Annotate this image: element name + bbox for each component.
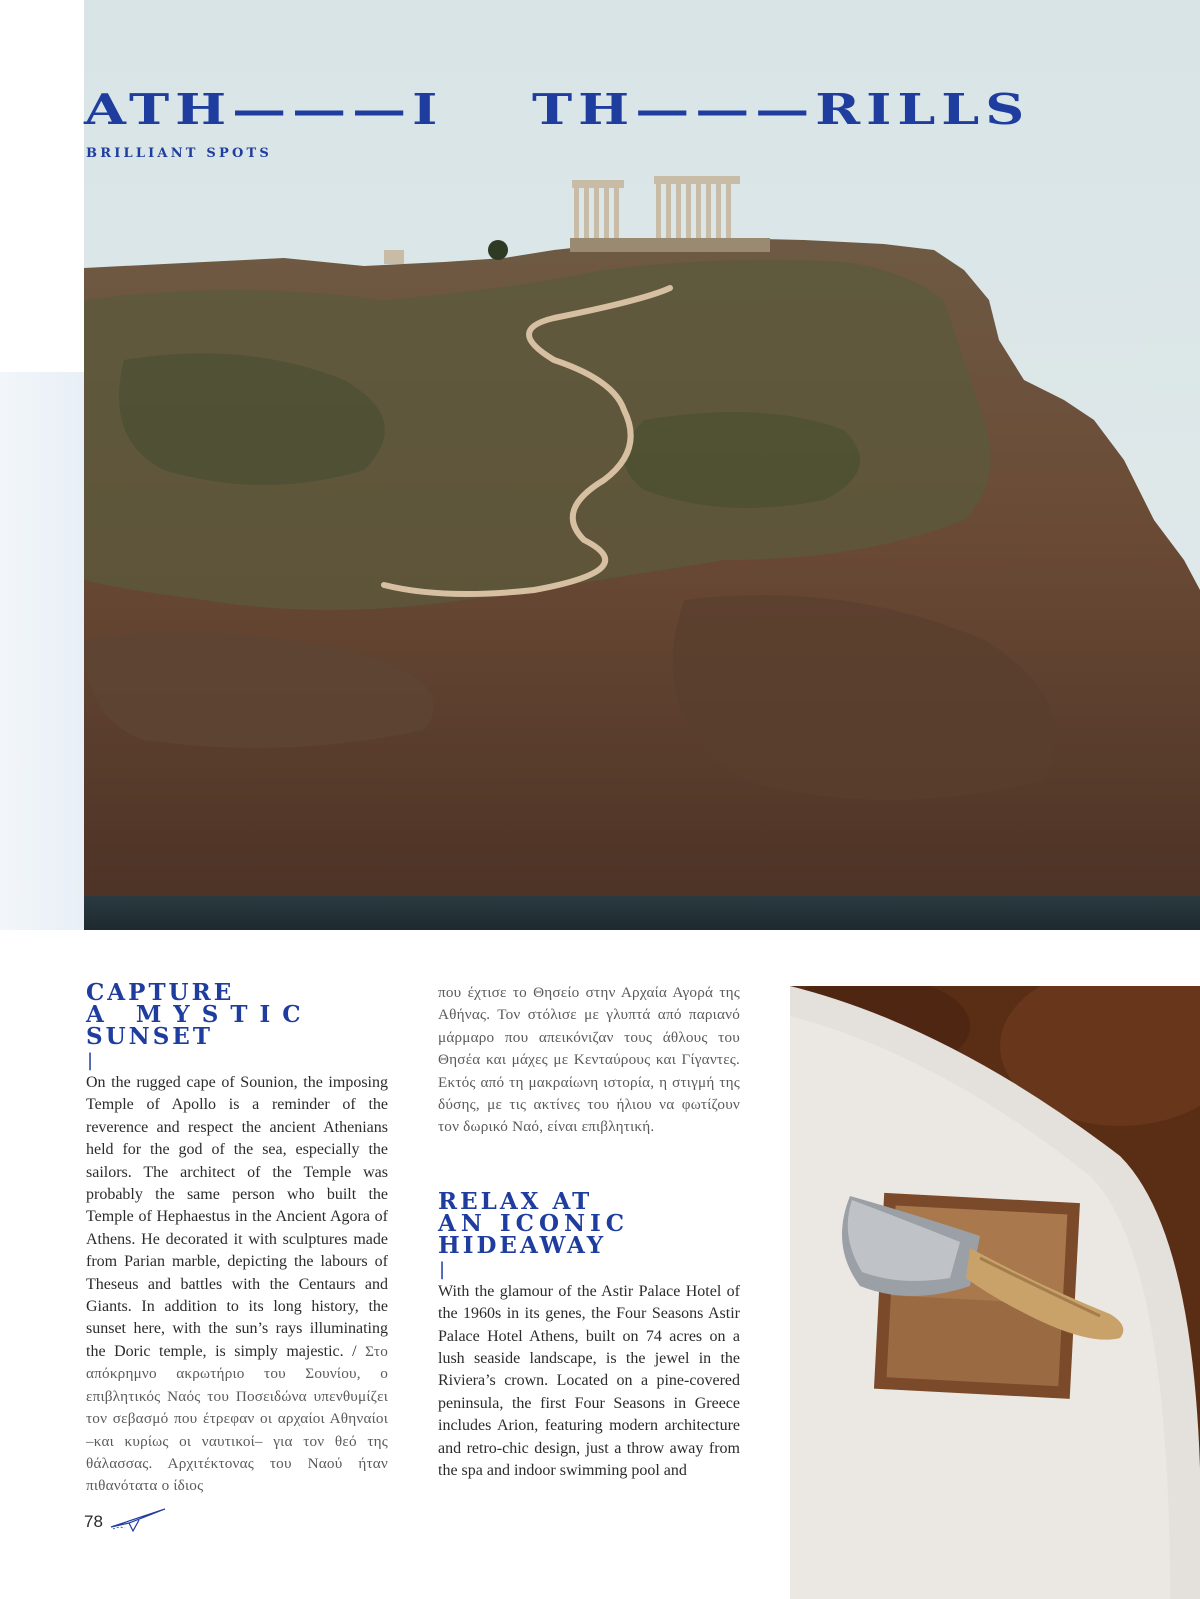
- page-footer: [84, 1508, 167, 1536]
- column-1: [86, 979, 388, 1498]
- column-2: [438, 982, 740, 1483]
- headline: [84, 86, 1200, 146]
- sunset-body-en: On the rugged cape of Sounion, the imposing Temple of Apollo is a reminder of the reverence and respect the ancient Athenians held for the god of the sea, especially the sailors. The architect of the Temple was probably the same person who built the Temple of Hephaestus in the Ancient Agora of Athens. He decorated it with sculptures made from Parian marble, depicting the labours of Theseus and battles with the Centaurs and Giants. In addition to its long history, the sunset here, with the sun’s rays illuminating the Doric temple, is simply majestic. /: [86, 1074, 388, 1360]
- paper-plane-logo-icon: [109, 1507, 167, 1538]
- page-number: 78: [84, 1512, 103, 1531]
- relax-body-en: With the glamour of the Astir Palace Hotel of the 1960s in its genes, the Four Seasons Astir Palace Hotel Athens, built on 74 acres on a lush seaside landscape, is the jewel in the Riviera’s crown. Located on a pine-covered peninsula, the first Four Seasons in Greece includes Arion, featuring modern architecture and retro-chic design, just a throw away from the spa and indoor swimming pool and: [438, 1282, 740, 1480]
- section-marker: |: [87, 1050, 94, 1071]
- section-title-relax: RELAX AT AN ICONIC HIDEAWAY: [438, 1187, 630, 1259]
- kicker: BRILLIANT SPOTS: [86, 146, 272, 161]
- sunset-body: [86, 1072, 388, 1498]
- headline-right: TH———RILLS: [532, 84, 1031, 135]
- section-marker: |: [439, 1258, 446, 1280]
- photo-knife-board: [790, 986, 1200, 1599]
- headline-left: ATH———I: [84, 84, 444, 135]
- side-color-strip: [0, 372, 84, 930]
- sunset-body-gr: Στο απόκρημνο ακρωτήριο του Σουνίου, ο επιβλητικός Ναός του Ποσειδώνα υπενθυμίζει τον σεβασμό που έτρεφαν οι αρχαίοι Αθηναίοι –και κυρίως οι ναυτικοί– για τον θεό της θάλασσας. Αρχιτέκτονας του Ναού ήταν πιθανότατα ο ίδιος: [86, 1342, 388, 1495]
- sunset-body-gr-continued: που έχτισε το Θησείο στην Αρχαία Αγορά της Αθήνας. Τον στόλισε με γλυπτά από παριανό μάρμαρο που απεικόνιζαν τους άθλους του Θησέα και μάχες με Κενταύρους και Γίγαντες. Εκτός από τη μακραίωνη ιστορία, η στιγμή της δύσης, με τις ακτίνες του ήλιου να φωτίζουν τον δωρικό Ναό, είναι επιβλητική.: [438, 984, 740, 1136]
- section-title-sunset: CAPTURE A MYSTIC SUNSET: [86, 979, 313, 1050]
